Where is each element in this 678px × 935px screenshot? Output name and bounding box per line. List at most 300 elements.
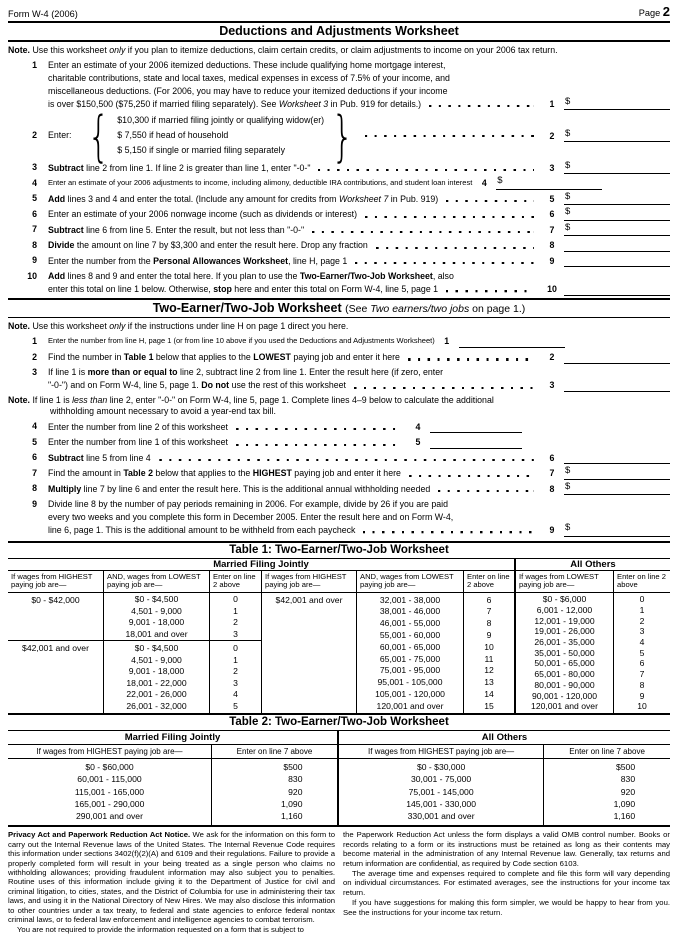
enter-on-line2-value-cell: 3 [639,626,645,637]
line-number: 1 [32,60,37,70]
dot-leader [365,216,534,218]
line-number: 7 [32,224,37,235]
table2-column-headers [8,745,337,760]
line-1-amount-field[interactable] [459,335,565,348]
table1-two-earner [8,541,670,715]
lowest-wages-range-cell: 22,001 - 26,000 [126,689,187,700]
lowest-wages-range [516,593,614,713]
table2-two-earner [8,715,670,828]
amount-value: 1,160 [613,811,636,822]
highest-wages-ranges [8,759,212,825]
line-number: 2 [32,351,37,362]
line-number: 2 [32,130,37,141]
amount-cell [544,773,670,785]
brace-close: } [331,104,354,168]
line-10-entry [540,283,670,296]
enter-on-line2-value-cell: 5 [233,700,238,711]
dot-leader [446,290,534,292]
entry-line-number: 3 [549,162,555,173]
enter-on-line2-value-cell: 10 [484,641,494,652]
table2-rows [8,759,337,825]
entry-line-number: 4 [481,178,487,189]
dot-leader [409,475,534,477]
deductions-line-9 [8,254,670,267]
dollar-sign: $ [565,221,571,233]
two-earner-line-6 [8,451,670,464]
filing-status-option: $ 5,150 if single or married filing separately [117,145,285,156]
enter-on-line2-value-cell: 1 [233,654,238,665]
line-1-amount-field[interactable] [564,97,670,110]
two-earner-line-5 [8,436,670,449]
filing-status-option: $10,300 if married filing jointly or qualifying widow(er) [117,115,325,126]
two-earner-line-3 [8,366,670,392]
line-2-amount-field[interactable] [564,129,670,142]
deductions-worksheet-title: Deductions and Adjustments Worksheet [219,24,459,38]
entry-line-number: 5 [549,193,555,204]
text-line [48,451,670,464]
lowest-wages-range-cell: 26,001 - 32,000 [126,700,187,711]
page-indicator [639,4,670,19]
two-earner-line-9 [8,498,670,537]
enter-on-line2-value-cell: 7 [639,669,645,680]
enter-on-line2-value-cell: 4 [233,689,238,700]
text-line: Enter an estimate of your 2006 adjustments to income, including alimony, deductible IRA contributions, and student loan interest [48,178,473,188]
lowest-wages-range-cell: 55,001 - 60,000 [379,630,441,641]
enter-on-line2-value-cell: 8 [486,618,492,629]
text-line: Divide the amount on line 7 by $3,300 and enter the result here. Drop any fraction [48,240,368,251]
wage-range-cell: 330,001 and over [407,811,475,822]
line-5-entry [406,436,522,449]
table2-filing-status-header: Married Filing Jointly [8,731,337,745]
col-header-enter7: Enter on line 7 above [569,746,645,756]
table1-married-right [262,593,516,713]
text-line: Enter the number from line 2 of this worksheet [48,421,228,432]
two-earner-lines-4-9 [8,420,670,536]
brace-open: { [87,104,110,168]
deductions-line-5 [8,192,670,205]
enter-on-line2-value-cell: 6 [639,658,645,669]
line-number: 4 [32,177,37,188]
dot-leader [236,444,400,446]
text-line: Enter the number from the Personal Allowances Worksheet, line H, page 1 [48,255,348,266]
dollar-sign: $ [565,95,571,107]
enter-on-line2-value-cell: 3 [233,677,238,688]
line-5-entry [540,192,670,205]
entry-line-number: 1 [444,336,450,347]
dot-leader [312,231,534,233]
line-3-entry [540,161,670,174]
line-5-amount-field[interactable] [430,436,522,449]
line-text [48,208,670,221]
wage-range-cell: 165,001 - 290,000 [74,798,145,809]
line-number: 4 [32,421,37,432]
text-line [48,254,670,267]
enter-on-line2-value-cell: 2 [233,617,238,628]
notice-paragraph: The average time and expenses required to complete and file this form will vary depending on individual circumstances. For estimated averages, see the instructions for your income tax return. [343,868,670,897]
table1-body [8,593,670,713]
lowest-wages-range [104,593,210,641]
lowest-wages-range-cell: 4,501 - 9,000 [131,605,182,616]
enter-on-line2-value-cell: 15 [484,700,494,711]
line-9-entry [540,254,670,267]
enter-on-line2-value-cell: 9 [639,690,645,701]
text-line: Enter an estimate of your 2006 itemized deductions. These include qualifying home mortgage interest, [48,60,446,70]
text-line [48,436,670,449]
col-header-enter2: Enter on line 2 above [210,571,262,592]
lowest-wages-range-cell: 4,501 - 9,000 [131,654,182,665]
enter-label: Enter: [48,130,72,141]
amount-cell [212,761,337,773]
text-line: Enter the number from line H, page 1 (or from line 10 above if you used the Deductions and Adjustments Worksheet) [48,336,435,346]
dot-leader [376,247,534,249]
line-number: 1 [32,336,37,347]
text-line [48,223,670,236]
amount-cell [544,786,670,798]
two-earner-line-1 [8,335,670,348]
line-text [48,223,670,236]
dot-leader [429,105,534,107]
line-4-entry [472,177,602,190]
text-line [48,379,670,392]
entry-line-number: 9 [549,255,555,266]
enter-on-line2-value-cell: 5 [639,647,645,658]
two-earner-worksheet-title: Two-Earner/Two-Job Worksheet (See Two earners/two jobs on page 1.) [152,301,526,316]
dot-leader [438,490,534,492]
lowest-wages-range-cell: 105,001 - 120,000 [375,689,445,700]
page-number: 2 [662,4,670,19]
table1-title: Table 1: Two-Earner/Two-Job Worksheet [8,543,670,559]
line-3-amount-field[interactable] [564,161,670,174]
wage-range-cell: 145,001 - 330,000 [406,798,476,809]
dot-leader [236,428,400,430]
wage-range-cell: 75,001 - 145,000 [408,786,474,797]
note-text-line: Note. If line 1 is less than line 2, enter "-0-" on Form W-4, line 5, page 1. Complete lines 4–9 below to calculate the additional [8,394,494,405]
table1-married-group-1 [8,593,261,642]
line-2-entry [540,351,670,364]
lowest-wages-range-cell: 95,001 - 105,000 [377,677,443,688]
enter-on-line7-values [212,759,337,825]
form-id: Form W-4 (2006) [8,9,78,19]
col-header-enter2: Enter on line 2 above [617,571,666,590]
text-line [48,161,670,174]
entry-line-number: 4 [415,421,421,432]
lowest-wages-range-cell: $0 - $4,500 [134,643,179,654]
text-line [48,177,670,190]
line-7-entry [540,223,670,236]
table1-group-header [8,559,670,571]
text-line [48,521,670,537]
line-4-entry [406,420,522,433]
line-text [48,498,670,537]
two-earner-line-8 [8,482,670,495]
deductions-line-6 [8,208,670,221]
entry-line-number: 9 [549,524,555,535]
amount-cell [212,773,337,785]
amount-value: 1,090 [280,798,303,809]
text-line: If line 1 is more than or equal to line 2, subtract line 2 from line 1. Enter the result here (if zero, enter [48,367,444,378]
text-line: charitable contributions, state and local taxes, medical expenses in excess of 7.5% of your income, and [48,72,450,83]
table2-rows [339,759,670,825]
amount-cell [212,786,337,798]
amount-value: $500 [283,762,303,773]
line-6-entry [540,208,670,221]
lowest-wages-range [104,641,210,712]
enter-on-line2-value-cell: 11 [484,653,494,664]
line-9-entry [540,521,670,537]
line-text [48,420,670,433]
table1-married-group-2 [8,641,261,712]
dollar-sign: $ [565,480,571,492]
line-8-entry [540,482,670,495]
enter-on-line7-values [544,759,670,825]
amount-cell [212,810,337,822]
page-header [8,0,670,21]
text-line: Divide line 8 by the number of pay periods remaining in 2006. For example, divide by 26 if you are paid [48,498,448,509]
dollar-sign: $ [497,175,503,187]
enter-on-line2-value-cell: 1 [639,604,645,615]
line-7-amount-field[interactable] [564,467,670,480]
lowest-wages-range-cell: 120,001 and over [531,701,598,712]
dot-leader [318,169,534,171]
amount-cell [544,810,670,822]
filing-status-options [113,113,328,158]
lowest-wages-range-cell: 75,001 - 95,000 [379,665,441,676]
line-1-entry [435,335,565,348]
highest-wages-cell: $42,001 and over [262,593,357,713]
line-7-amount-field[interactable] [564,223,670,236]
line-9-amount-field[interactable] [564,521,670,537]
highest-wages-cell: $0 - $42,000 [8,593,104,641]
line-text [48,436,670,449]
lowest-wages-range-cell: 26,001 - 35,000 [534,637,595,647]
line-text [48,59,670,110]
col-header-enter7: Enter on line 7 above [236,746,313,756]
enter-on-line2-value [464,593,514,713]
line-2-amount-field[interactable] [564,351,670,364]
text-line [48,239,670,252]
dot-leader [159,459,534,461]
line-8-amount-field[interactable] [564,482,670,495]
enter-on-line2-value [210,641,261,712]
text-line [48,351,670,364]
lowest-wages-range-cell: 32,001 - 38,000 [379,594,441,605]
line-7-entry [540,467,670,480]
text-line: Add lines 3 and 4 and enter the total. (Include any amount for credits from Worksheet 7 in Pub. 919) [48,193,439,204]
line-4-amount-field[interactable] [430,420,522,433]
text-line: Add lines 8 and 9 and enter the total here. If you plan to use the Two-Earner/Two-Job Worksheet, also [48,270,454,281]
privacy-act-notice-left [8,830,335,934]
lowest-wages-range [357,593,464,713]
privacy-act-notice-right [343,830,670,934]
line-number: 3 [32,367,37,378]
lowest-wages-range-cell: 38,001 - 46,000 [379,606,441,617]
entry-line-number: 8 [549,240,555,251]
deductions-line-8 [8,239,670,252]
entry-line-number: 6 [549,452,555,463]
lowest-wages-range-cell: 46,001 - 55,000 [379,618,441,629]
enter-on-line2-value-cell: 1 [233,605,238,616]
wage-range-cell: 60,001 - 115,000 [77,774,142,785]
table2-right-half [339,731,670,826]
line-number: 6 [32,452,37,463]
table2-filing-status-header: All Others [339,731,670,745]
text-line [48,97,670,110]
entry-line-number: 8 [549,483,555,494]
divider [8,317,670,318]
lowest-wages-range-cell: 9,001 - 18,000 [128,666,185,677]
line-9-amount-field[interactable] [564,254,670,267]
enter-on-line2-value-cell: 0 [233,594,238,605]
text-line: Subtract line 5 from line 4 [48,452,151,463]
line-number: 7 [32,467,37,478]
dot-leader [354,387,534,389]
entry-line-number: 7 [549,468,555,479]
lowest-wages-range-cell: $0 - $4,500 [134,594,179,605]
table2-body [8,731,670,826]
wage-range-cell: 290,001 and over [76,811,143,822]
filing-status-option: $ 7,550 if head of household [117,130,229,141]
line-text [48,239,670,252]
lowest-wages-range-cell: 60,001 - 65,000 [379,641,441,652]
table1-all-others [516,593,670,713]
line-6-amount-field[interactable] [564,208,670,221]
enter-on-line2-value-cell: 2 [639,615,645,626]
line-10-amount-field[interactable] [564,283,670,296]
line-text [48,451,670,464]
text-line [48,208,670,221]
table2-column-headers [339,745,670,760]
dot-leader [363,531,534,533]
enter-on-line2-value-cell: 6 [486,594,492,605]
line-number: 5 [32,436,37,447]
two-earner-line-7 [8,467,670,480]
line-text [48,467,670,480]
dollar-sign: $ [565,159,571,171]
col-header-highest: If wages from HIGHEST paying job are— [262,571,357,592]
wage-range-cell: $0 - $30,000 [416,762,466,773]
text-line: miscellaneous deductions. (For 2006, you may have to reduce your itemized deductions if your income [48,85,448,96]
lowest-wages-range-cell: 65,001 - 80,000 [534,669,595,680]
line-text [48,366,670,392]
lowest-wages-range-cell: 35,001 - 50,000 [534,647,595,658]
line-number: 9 [32,498,37,509]
line-number: 9 [32,255,37,266]
text-line: Multiply line 7 by line 6 and enter the result here. This is the additional annual withholding needed [48,483,431,494]
enter-on-line2-value-cell: 8 [639,679,645,690]
two-earner-note: Note. Use this worksheet only if the instructions under line H on page 1 direct you here. [8,321,349,332]
line-3-amount-field[interactable] [564,379,670,392]
lowest-wages-range-cell: 12,001 - 19,000 [534,615,595,626]
enter-on-line2-value-cell: 0 [233,643,238,654]
enter-on-line2-value-cell: 2 [233,666,238,677]
text-line: Enter the number from line 1 of this worksheet [48,437,228,448]
page-label: Page [638,8,661,18]
lowest-wages-range-cell: 50,001 - 65,000 [534,658,595,669]
two-earner-line-2 [8,351,670,364]
text-line [48,482,670,495]
two-earner-lines-1-3 [8,335,670,392]
line-number: 6 [32,208,37,219]
enter-on-line2-value-cell: 13 [484,677,494,688]
notice-paragraph: If you have suggestions for making this form simpler, we would be happy to hear from you. See the instructions for your income tax return. [343,898,670,917]
entry-line-number: 2 [549,130,555,141]
amount-value: 920 [620,786,636,797]
lowest-wages-range-cell: 19,001 - 26,000 [534,626,595,637]
entry-line-number: 3 [549,380,555,391]
highest-wages-ranges [339,759,544,825]
wage-range-cell: 30,001 - 75,000 [411,774,472,785]
two-earner-line-4 [8,420,670,433]
line-text [48,192,670,205]
note-text-line: withholding amount necessary to avoid a year-end tax bill. [50,406,276,417]
line-text [48,482,670,495]
line-8-entry [540,239,670,252]
lowest-wages-range-cell: $0 - $6,000 [542,594,587,605]
dollar-sign: $ [565,465,571,477]
line-6-entry [540,451,670,464]
dot-leader [408,358,534,360]
text-line: Find the amount in Table 2 below that applies to the HIGHEST paying job and enter it here [48,468,401,479]
line-6-amount-field[interactable] [564,451,670,464]
amount-value: 830 [620,774,636,785]
divider [8,40,670,42]
table1-all-others-header: All Others [570,558,616,570]
line-number: 8 [32,239,37,250]
enter-on-line2-value-cell: 0 [639,594,645,605]
enter-on-line2-value-cell: 12 [484,665,494,676]
lowest-wages-range-cell: 120,001 and over [376,700,444,711]
line-3-entry [540,379,670,392]
text-line [48,335,670,348]
table1-married-left [8,593,262,713]
line-5-amount-field[interactable] [564,192,670,205]
amount-cell [212,798,337,810]
col-header-highest: If wages from HIGHEST paying job are— [8,571,104,592]
enter-on-line2-value [210,593,261,641]
entry-line-number: 2 [549,351,555,362]
lowest-wages-range-cell: 90,001 - 120,000 [532,690,597,701]
line-number: 5 [32,193,37,204]
amount-cell [544,761,670,773]
line-8-amount-field[interactable] [564,239,670,252]
wage-range-cell: $0 - $60,000 [85,762,134,773]
col-header-lowest: AND, wages from LOWEST paying job are— [357,571,464,592]
dot-leader [365,135,534,137]
wage-range-cell: 115,001 - 165,000 [74,786,145,797]
notice-paragraph: the Paperwork Reduction Act unless the form displays a valid OMB control number. Books or records relating to a form or its instructions must be retained as long as their contents may become material in the administration of any Internal Revenue law. Generally, tax returns and return information are confidential, as required by Code section 6103. [343,830,670,868]
deductions-line-10 [8,270,670,296]
enter-on-line2-value-cell: 7 [486,606,492,617]
amount-cell [544,798,670,810]
line-text [48,177,670,190]
text-line: is over $150,500 ($75,250 if married filing separately). See Worksheet 3 in Pub. 919 for details.) [48,98,422,109]
table2-title: Table 2: Two-Earner/Two-Job Worksheet [8,715,670,731]
table1-column-headers [8,571,670,593]
amount-value: 1,090 [613,798,636,809]
col-header-highest: If wages from HIGHEST paying job are— [8,745,212,759]
col-header-lowest: AND, wages from LOWEST paying job are— [104,571,210,592]
notice-paragraph: Privacy Act and Paperwork Reduction Act Notice. We ask for the information on this form to carry out the Internal Revenue laws of the United States. The Internal Revenue Code requires this information under sections 3402(f)(2)(A) and 6109 and their regulations. Failure to provide a properly completed form will result in your being treated as a single person who claims no withholding allowances; providing fraudulent information may also subject you to penalties. Routine uses of this information include giving it to the Department of Justice for civil and criminal litigation, to cities, states, and the District of Columbia for use in administering their tax laws, and using it in the National Directory of New Hires. We may also disclose this information to other countries under a tax treaty, to federal and state agencies to enforce federal nontax criminal laws, or to federal law enforcement and intelligence agencies to combat terrorism. [8,830,335,924]
line-4-amount-field[interactable] [496,177,602,190]
lowest-wages-range-cell: 18,001 and over [125,628,188,639]
lowest-wages-range-cell: 9,001 - 18,000 [128,617,185,628]
enter-on-line2-value-cell: 14 [484,689,494,700]
entry-line-number: 10 [547,283,557,294]
text-line: Subtract line 6 from line 5. Enter the result, but not less than "-0-" [48,224,305,235]
text-line: every two weeks and you complete this form in December 2005. Enter the result here and on Form W-4, [48,511,454,522]
dollar-sign: $ [565,190,571,202]
deductions-line-7 [8,223,670,236]
